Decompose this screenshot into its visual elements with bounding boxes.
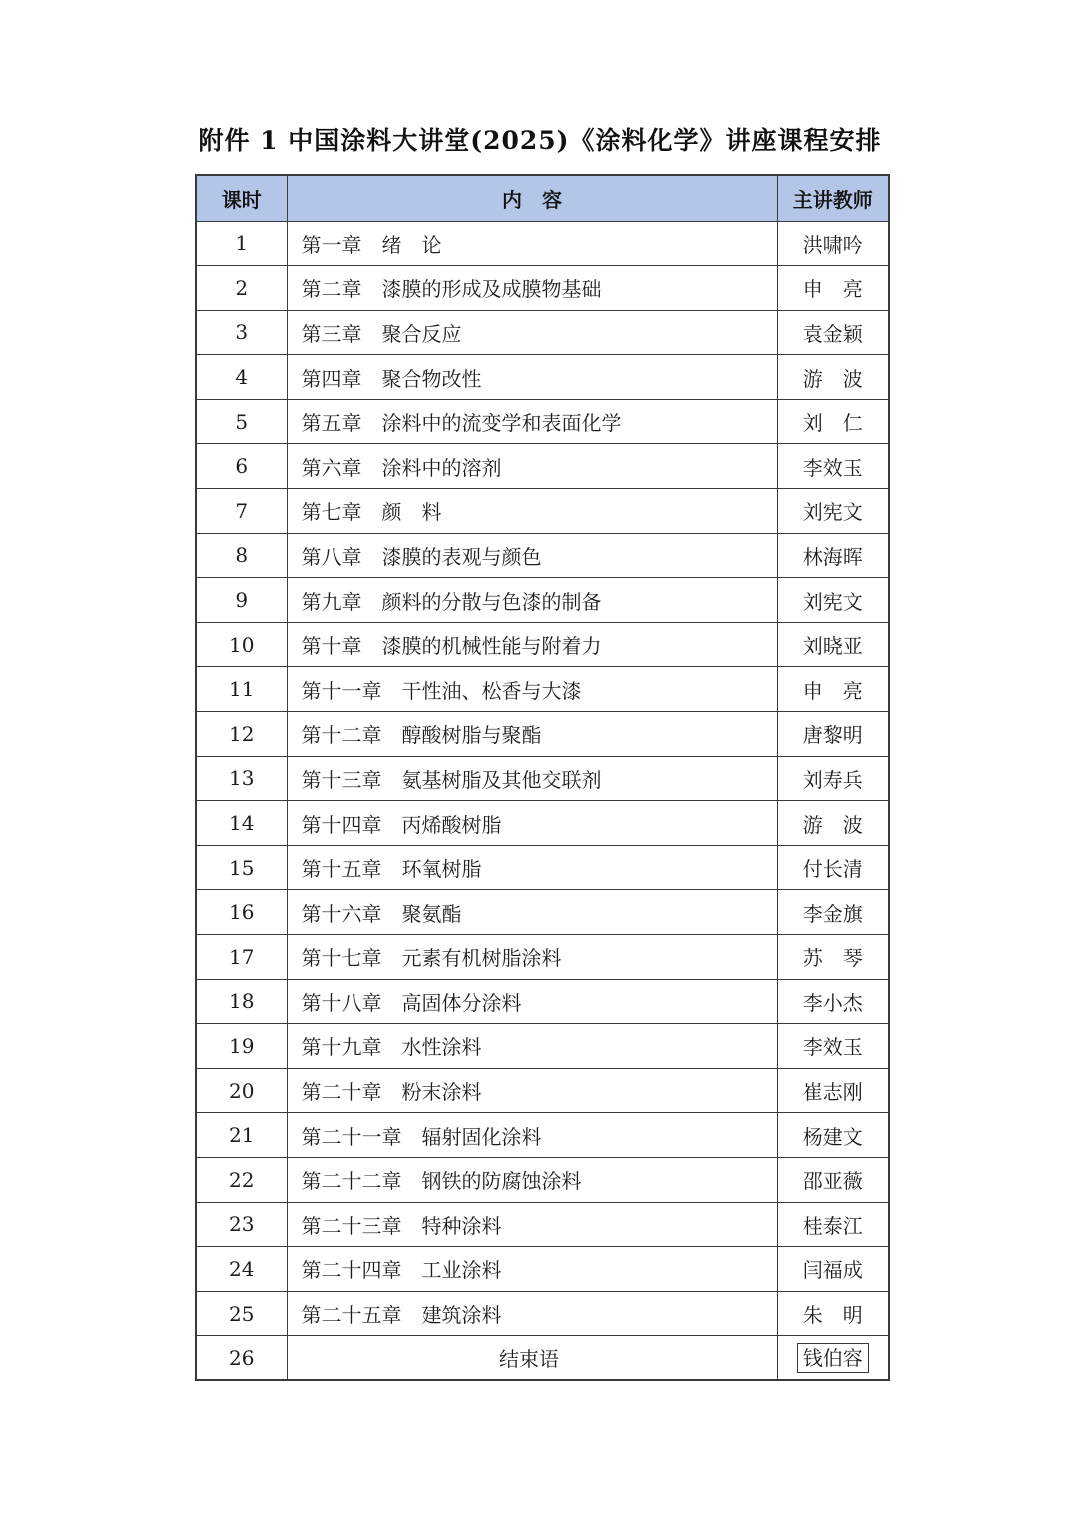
- teacher-name: 林海晖: [802, 544, 863, 569]
- table-row: [196, 578, 889, 623]
- table-row: [196, 712, 889, 757]
- cell-content: 第六章 涂料中的溶剂: [287, 444, 777, 489]
- teacher-name: 游 波: [802, 366, 863, 391]
- cell-teacher: [777, 622, 889, 667]
- teacher-name: 刘 仁: [802, 411, 863, 436]
- teacher-name: 李小杰: [802, 990, 863, 1015]
- table-row: [196, 1336, 889, 1381]
- cell-period: 10: [196, 622, 287, 667]
- teacher-name: 钱伯容: [797, 1343, 869, 1373]
- table-header-row: [196, 175, 889, 221]
- cell-content: 第十三章 氨基树脂及其他交联剂: [287, 756, 777, 801]
- cell-teacher: [777, 1024, 889, 1069]
- teacher-name: 李效玉: [802, 455, 863, 480]
- table-row: [196, 1157, 889, 1202]
- cell-teacher: [777, 935, 889, 980]
- cell-content: 第九章 颜料的分散与色漆的制备: [287, 578, 777, 623]
- cell-content: 第二十四章 工业涂料: [287, 1247, 777, 1292]
- cell-content: 第二十章 粉末涂料: [287, 1068, 777, 1113]
- cell-period: 5: [196, 399, 287, 444]
- cell-teacher: [777, 489, 889, 534]
- teacher-name: 邵亚薇: [802, 1169, 863, 1194]
- cell-period: 9: [196, 578, 287, 623]
- cell-content: 第二十三章 特种涂料: [287, 1202, 777, 1247]
- cell-period: 19: [196, 1024, 287, 1069]
- teacher-name: 李金旗: [802, 901, 863, 926]
- table-row: [196, 399, 889, 444]
- cell-teacher: [777, 712, 889, 757]
- table-row: [196, 935, 889, 980]
- cell-content: 第十四章 丙烯酸树脂: [287, 801, 777, 846]
- cell-period: 12: [196, 712, 287, 757]
- teacher-name: 袁金颖: [802, 321, 863, 346]
- cell-period: 3: [196, 310, 287, 355]
- cell-content: 结束语: [287, 1336, 777, 1381]
- cell-teacher: [777, 845, 889, 890]
- teacher-name: 游 波: [802, 812, 863, 837]
- cell-content: 第十七章 元素有机树脂涂料: [287, 935, 777, 980]
- cell-period: 14: [196, 801, 287, 846]
- table-row: [196, 310, 889, 355]
- cell-teacher: [777, 1247, 889, 1292]
- cell-teacher: [777, 266, 889, 311]
- teacher-name: 洪啸吟: [802, 232, 863, 257]
- table-row: [196, 533, 889, 578]
- teacher-name: 申 亮: [802, 277, 863, 302]
- teacher-name: 刘寿兵: [802, 767, 863, 792]
- cell-teacher: [777, 1113, 889, 1158]
- header-period: 课时: [196, 175, 287, 221]
- page-title: 附件 1 中国涂料大讲堂(2025)《涂料化学》讲座课程安排: [198, 126, 882, 155]
- teacher-name: 李效玉: [802, 1035, 863, 1060]
- table-row: [196, 444, 889, 489]
- cell-teacher: [777, 801, 889, 846]
- cell-content: 第五章 涂料中的流变学和表面化学: [287, 399, 777, 444]
- teacher-name: 桂泰江: [802, 1213, 863, 1238]
- cell-teacher: [777, 1202, 889, 1247]
- cell-content: 第一章 绪 论: [287, 221, 777, 266]
- table-row: [196, 1247, 889, 1292]
- cell-period: 15: [196, 845, 287, 890]
- table-row: [196, 355, 889, 400]
- cell-period: 2: [196, 266, 287, 311]
- table-row: [196, 845, 889, 890]
- cell-content: 第十一章 干性油、松香与大漆: [287, 667, 777, 712]
- cell-period: 4: [196, 355, 287, 400]
- cell-period: 16: [196, 890, 287, 935]
- teacher-name: 杨建文: [802, 1124, 863, 1149]
- teacher-name: 付长清: [802, 857, 863, 882]
- teacher-name: 崔志刚: [802, 1080, 863, 1105]
- cell-teacher: [777, 890, 889, 935]
- teacher-name: 刘宪文: [802, 500, 863, 525]
- teacher-name: 苏 琴: [802, 946, 863, 971]
- teacher-name: 刘晓亚: [802, 634, 863, 659]
- table-row: [196, 1068, 889, 1113]
- teacher-name: 唐黎明: [802, 723, 863, 748]
- table-row: [196, 667, 889, 712]
- cell-content: 第二十一章 辐射固化涂料: [287, 1113, 777, 1158]
- teacher-name: 闫福成: [802, 1258, 863, 1283]
- cell-content: 第十九章 水性涂料: [287, 1024, 777, 1069]
- cell-period: 21: [196, 1113, 287, 1158]
- table-row: [196, 756, 889, 801]
- cell-content: 第八章 漆膜的表观与颜色: [287, 533, 777, 578]
- cell-teacher: [777, 1291, 889, 1336]
- cell-content: 第十五章 环氧树脂: [287, 845, 777, 890]
- cell-content: 第十章 漆膜的机械性能与附着力: [287, 622, 777, 667]
- cell-teacher: [777, 756, 889, 801]
- cell-content: 第二章 漆膜的形成及成膜物基础: [287, 266, 777, 311]
- table-row: [196, 489, 889, 534]
- cell-content: 第七章 颜 料: [287, 489, 777, 534]
- cell-teacher: [777, 310, 889, 355]
- cell-teacher: [777, 1336, 889, 1381]
- header-content: 内 容: [287, 175, 777, 221]
- table-row: [196, 622, 889, 667]
- cell-period: 23: [196, 1202, 287, 1247]
- cell-period: 17: [196, 935, 287, 980]
- cell-period: 25: [196, 1291, 287, 1336]
- cell-teacher: [777, 578, 889, 623]
- cell-content: 第十二章 醇酸树脂与聚酯: [287, 712, 777, 757]
- cell-teacher: [777, 533, 889, 578]
- header-teacher: 主讲教师: [777, 175, 889, 221]
- cell-period: 26: [196, 1336, 287, 1381]
- cell-period: 8: [196, 533, 287, 578]
- cell-content: 第十六章 聚氨酯: [287, 890, 777, 935]
- table-row: [196, 221, 889, 266]
- teacher-name: 朱 明: [802, 1303, 863, 1328]
- cell-period: 20: [196, 1068, 287, 1113]
- cell-content: 第四章 聚合物改性: [287, 355, 777, 400]
- cell-period: 22: [196, 1157, 287, 1202]
- cell-teacher: [777, 444, 889, 489]
- cell-period: 24: [196, 1247, 287, 1292]
- table-row: [196, 1113, 889, 1158]
- table-row: [196, 890, 889, 935]
- cell-content: 第二十五章 建筑涂料: [287, 1291, 777, 1336]
- cell-teacher: [777, 979, 889, 1024]
- cell-teacher: [777, 355, 889, 400]
- cell-period: 18: [196, 979, 287, 1024]
- cell-period: 7: [196, 489, 287, 534]
- cell-period: 1: [196, 221, 287, 266]
- teacher-name: 刘宪文: [802, 589, 863, 614]
- table-row: [196, 266, 889, 311]
- table-row: [196, 1024, 889, 1069]
- table-row: [196, 801, 889, 846]
- cell-content: 第三章 聚合反应: [287, 310, 777, 355]
- table-row: [196, 1202, 889, 1247]
- cell-teacher: [777, 1068, 889, 1113]
- table-row: [196, 979, 889, 1024]
- cell-period: 13: [196, 756, 287, 801]
- table-row: [196, 1291, 889, 1336]
- cell-teacher: [777, 667, 889, 712]
- cell-teacher: [777, 221, 889, 266]
- cell-teacher: [777, 1157, 889, 1202]
- cell-period: 6: [196, 444, 287, 489]
- cell-teacher: [777, 399, 889, 444]
- cell-content: 第二十二章 钢铁的防腐蚀涂料: [287, 1157, 777, 1202]
- course-schedule-table: [195, 174, 890, 1381]
- teacher-name: 申 亮: [802, 678, 863, 703]
- cell-period: 11: [196, 667, 287, 712]
- cell-content: 第十八章 高固体分涂料: [287, 979, 777, 1024]
